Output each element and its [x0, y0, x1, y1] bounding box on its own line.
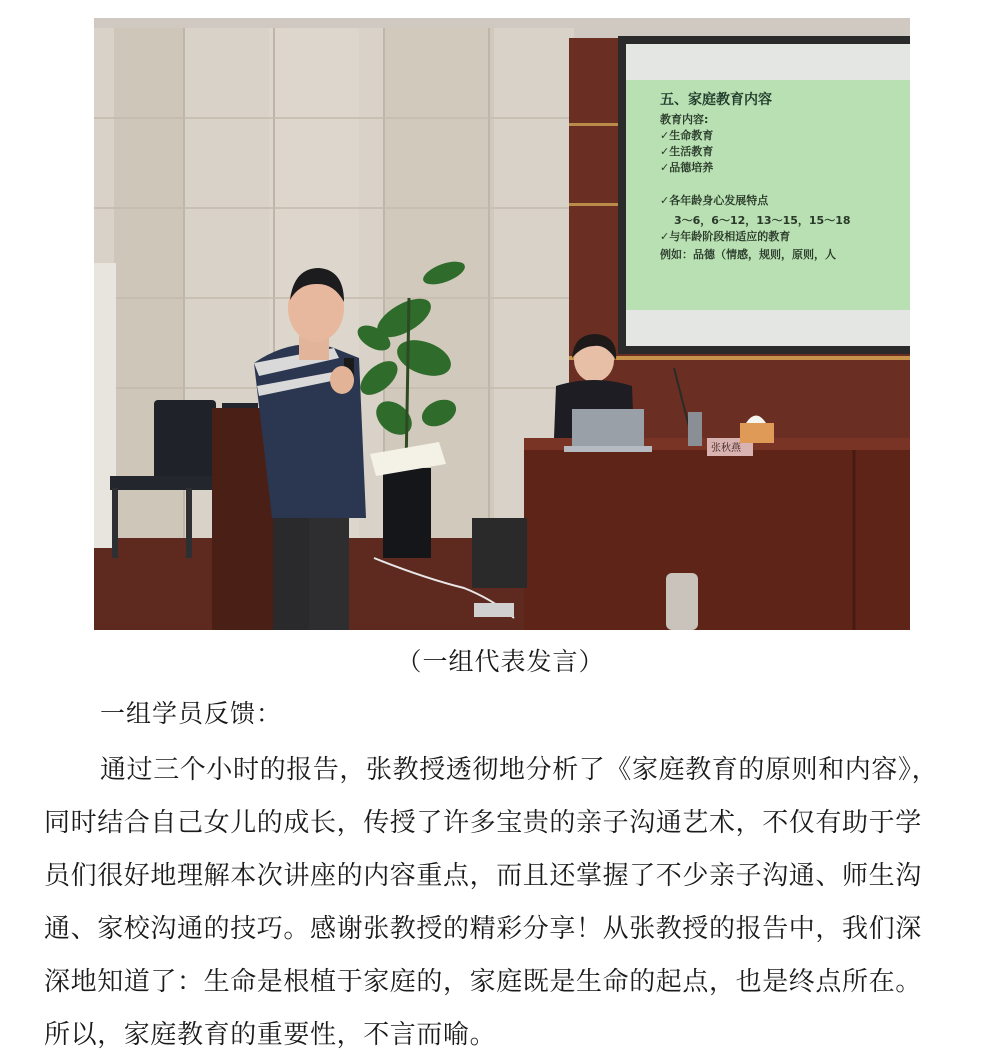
feedback-paragraph [44, 744, 964, 1062]
lecture-photo [94, 18, 910, 630]
plant-pot [383, 468, 431, 558]
photo-caption: （一组代表发言） [396, 647, 605, 676]
slide-title: 五、家庭教育内容 [660, 92, 772, 108]
slide-line: 教育内容: [660, 113, 709, 126]
slide-line: 例如：品德（情感，规则，原则，人 [660, 248, 836, 261]
chair [154, 400, 216, 480]
paragraph-line: 通过三个小时的报告，张教授透彻地分析了《家庭教育的原则和内容》， [100, 755, 939, 785]
laptop [572, 409, 644, 449]
tissue-box [740, 423, 774, 443]
paragraph-line: 同时结合自己女儿的成长，传授了许多宝贵的亲子沟通艺术，不仅有助于学 [44, 808, 922, 838]
power-strip [474, 603, 514, 617]
slide-line: ✓生命教育 [660, 129, 714, 142]
lecture-photo-scene [94, 18, 910, 630]
section-heading: 一组学员反馈： [100, 699, 283, 728]
slide-line: ✓与年龄阶段相适应的教育 [660, 230, 791, 243]
slide-line: ✓品德培养 [660, 161, 714, 174]
paragraph-line: 通、家校沟通的技巧。感谢张教授的精彩分享！从张教授的报告中，我们深 [44, 914, 922, 944]
slide-line: 3～6，6～12，13～15，15～18 [674, 214, 851, 227]
thermos [666, 573, 698, 630]
slide-line: ✓各年龄身心发展特点 [660, 194, 769, 207]
slide-line: ✓生活教育 [660, 145, 714, 158]
nameplate-text: 张秋燕 [711, 443, 741, 454]
paragraph-line: 员们很好地理解本次讲座的内容重点，而且还掌握了不少亲子沟通、师生沟 [44, 861, 922, 891]
paragraph-line: 深地知道了：生命是根植于家庭的，家庭既是生命的起点，也是终点所在。 [44, 967, 922, 997]
desk [524, 438, 910, 630]
paragraph-line: 所以，家庭教育的重要性，不言而喻。 [44, 1020, 497, 1050]
